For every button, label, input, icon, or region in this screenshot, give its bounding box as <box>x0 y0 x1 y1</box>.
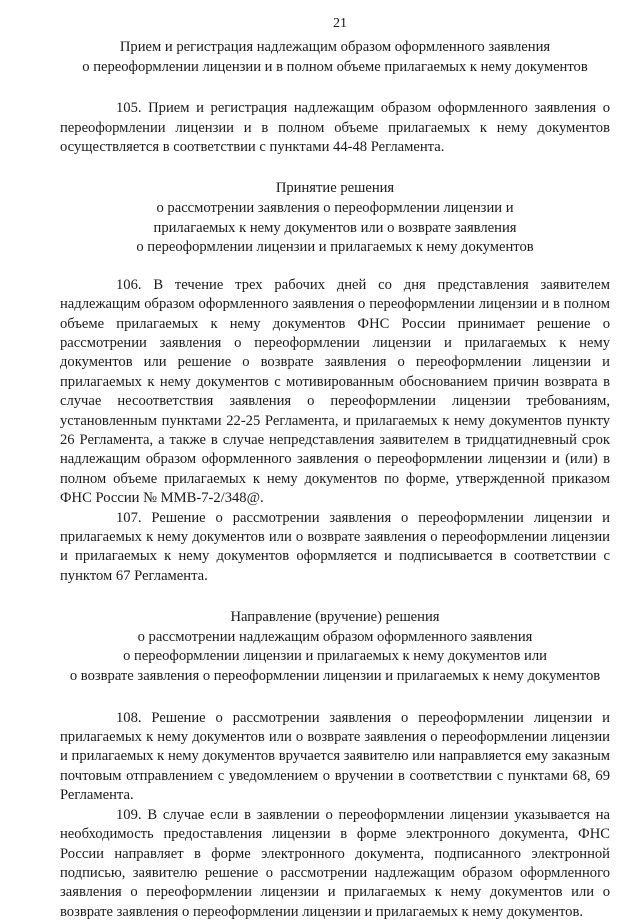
paragraph-105: 105. Прием и регистрация надлежащим образом оформленного заявления о переоформлении лицензии и в полном объеме прилагаемых к нему документов осуществляется в соответствии с пунктами 44-48 Регламента. <box>60 100 610 155</box>
heading-line: о рассмотрении надлежащим образом оформленного заявления <box>137 628 533 645</box>
page-number: 21 <box>333 16 347 31</box>
heading-line: о переоформлении лицензии и прилагаемых к нему документов <box>136 239 534 256</box>
paragraph-107: 107. Решение о рассмотрении заявления о переоформлении лицензии и прилагаемых к нему документов или о возврате заявления о переоформлении лицензии и прилагаемых к нему документов оформляется и подписывается в соответствии с пунктом 67 Регламента. <box>60 509 610 584</box>
heading-line: Направление (вручение) решения <box>230 609 440 626</box>
heading-line: Прием и регистрация надлежащим образом оформленного заявления <box>119 39 551 55</box>
heading-line: о возврате заявления о переоформлении лицензии и прилагаемых к нему документов <box>69 668 601 685</box>
paragraph-108: 108. Решение о рассмотрении заявления о переоформлении лицензии и прилагаемых к нему документов или о возврате заявления о переоформлении лицензии и прилагаемых к нему документов вручается заявителю или направляется ему заказным почтовым отправлением с уведомлением о вручении в соответствии с пунктами 68, 69 Регламента. <box>60 709 610 804</box>
paragraph-106: 106. В течение трех рабочих дней со дня представления заявителем надлежащим образом оформленного заявления о переоформлении лицензии и в полном объеме прилагаемых к нему документов ФНС России принимает решение о рассмотрении заявления о переоформлении лицензии и прилагаемых к нему документов или решение о возврате заявления о переоформлении лицензии и прилагаемых к нему документов с мотивированным обоснованием причин возврата в случае несоответствия заявления о переоформлении лицензии требованиям, установленным пунктами 22-25 Регламента, и прилагаемых к нему документов пункту 26 Регламента, а также в случае непредставления заявителем в тридцатидневный срок надлежащим образом оформленного заявления о переоформлении лицензии и (или) в полном объеме прилагаемых к нему документов по форме, утвержденной приказом ФНС России № ММВ-7-2/348@. <box>60 276 610 507</box>
heading-line: Принятие решения <box>275 180 395 197</box>
section-heading-delivery <box>60 608 610 686</box>
heading-line: о рассмотрении заявления о переоформлении лицензии и <box>156 200 514 216</box>
section-heading-reception <box>60 38 610 77</box>
heading-line: о переоформлении лицензии и в полном объеме прилагаемых к нему документов <box>82 58 588 75</box>
heading-line: прилагаемых к нему документов или о возврате заявления <box>153 219 517 236</box>
section-heading-decision <box>60 179 610 257</box>
paragraph-109: 109. В случае если в заявлении о переоформлении лицензии указывается на необходимость предоставления лицензии в форме электронного документа, ФНС России направляет в форме электронного документа, подписанного электронной подписью, заявителю решение о рассмотрении надлежащим образом оформленного заявления о переоформлении лицензии и прилагаемых к нему документов или о возврате заявления о переоформлении лицензии и прилагаемых к нему документов. <box>60 806 610 920</box>
heading-line: о переоформлении лицензии и прилагаемых к нему документов или <box>123 648 547 665</box>
